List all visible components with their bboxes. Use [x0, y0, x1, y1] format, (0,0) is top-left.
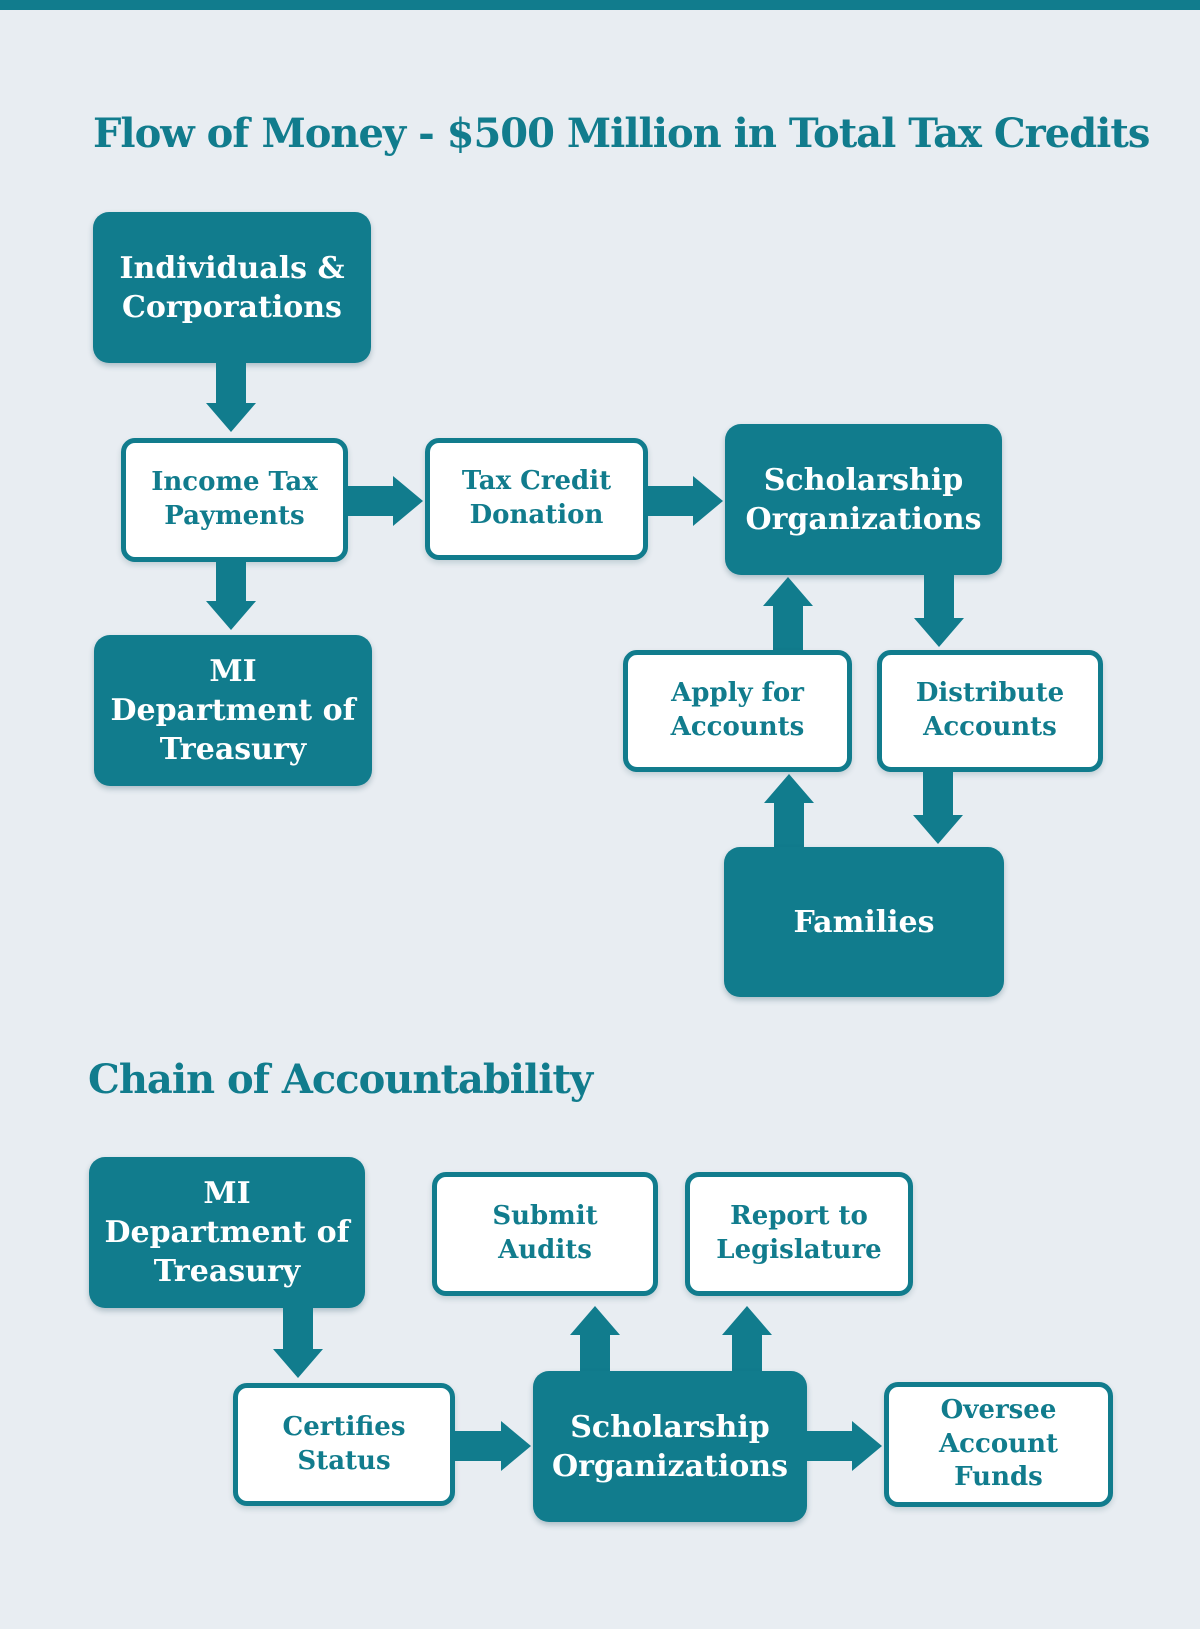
box-tax-credit-donation	[425, 438, 648, 560]
box-mi-department-treasury-flow	[94, 635, 372, 786]
arrow-head	[206, 403, 256, 432]
arrow-families-to-apply	[764, 774, 814, 847]
box-oversee-account-funds	[884, 1382, 1113, 1507]
box-individuals-corporations	[93, 212, 371, 363]
arrow-scholarship-to-submit-audits	[570, 1306, 620, 1371]
arrow-head	[570, 1306, 620, 1335]
arrow-head	[763, 577, 813, 606]
box-income-tax-payments	[121, 438, 348, 562]
box-scholarship-organizations-flow-label: Scholarship Organizations	[745, 462, 982, 537]
arrow-head	[693, 476, 723, 526]
arrow-stem	[646, 486, 693, 516]
arrow-income-tax-to-tax-credit	[346, 476, 423, 526]
arrow-head	[722, 1306, 772, 1335]
box-submit-audits	[432, 1172, 658, 1296]
arrow-stem	[923, 772, 953, 815]
arrow-head	[501, 1421, 531, 1471]
accountability-section-title: Chain of Accountability	[88, 1056, 593, 1103]
box-scholarship-organizations-flow	[725, 424, 1002, 575]
arrow-head	[764, 774, 814, 803]
top-accent-bar	[0, 0, 1200, 10]
box-individuals-corporations-label: Individuals & Corporations	[119, 250, 345, 325]
arrow-stem	[774, 803, 804, 847]
arrow-certifies-to-scholarship	[453, 1421, 531, 1471]
arrow-head	[852, 1421, 882, 1471]
arrow-stem	[283, 1308, 313, 1349]
box-distribute-accounts	[877, 650, 1103, 772]
box-certifies-status-label: Certifies Status	[282, 1411, 406, 1476]
arrow-head	[914, 618, 964, 647]
arrow-stem	[453, 1431, 501, 1461]
arrow-stem	[216, 562, 246, 601]
arrow-income-tax-to-treasury	[206, 562, 256, 630]
box-families	[724, 847, 1004, 997]
box-scholarship-organizations-accountability-label: Scholarship Organizations	[551, 1409, 788, 1484]
box-scholarship-organizations-accountability	[533, 1371, 807, 1522]
arrow-stem	[773, 606, 803, 650]
arrow-stem	[580, 1335, 610, 1371]
arrow-head	[393, 476, 423, 526]
arrow-scholarship-to-distribute	[914, 575, 964, 647]
box-oversee-account-funds-label: Oversee Account Funds	[939, 1394, 1058, 1493]
box-mi-department-treasury-accountability	[89, 1157, 365, 1308]
box-submit-audits-label: Submit Audits	[492, 1201, 598, 1265]
flow-section-title: Flow of Money - $500 Million in Total Tax Credits	[93, 110, 1150, 157]
box-income-tax-payments-label: Income Tax Payments	[151, 467, 318, 531]
box-report-to-legislature-label: Report to Legislature	[716, 1201, 882, 1265]
arrow-scholarship-to-oversee	[805, 1421, 882, 1471]
box-report-to-legislature	[685, 1172, 913, 1296]
arrow-stem	[805, 1431, 852, 1461]
arrow-individuals-to-income-tax	[206, 363, 256, 432]
arrow-stem	[924, 575, 954, 618]
box-mi-department-treasury-accountability-label: MI Department of Treasury	[104, 1176, 350, 1289]
arrow-scholarship-to-report-legislature	[722, 1306, 772, 1371]
arrow-stem	[216, 363, 246, 403]
arrow-head	[273, 1349, 323, 1378]
box-distribute-accounts-label: Distribute Accounts	[915, 678, 1065, 742]
arrow-distribute-to-families	[913, 772, 963, 844]
box-apply-for-accounts	[623, 650, 852, 772]
arrow-stem	[732, 1335, 762, 1371]
arrow-treasury-to-certifies	[273, 1308, 323, 1378]
arrow-head	[206, 601, 256, 630]
box-tax-credit-donation-label: Tax Credit Donation	[461, 466, 612, 530]
arrow-apply-to-scholarship	[763, 577, 813, 650]
arrow-stem	[346, 486, 393, 516]
box-families-label: Families	[793, 904, 935, 940]
box-apply-for-accounts-label: Apply for Accounts	[670, 678, 805, 742]
arrow-tax-credit-to-scholarship	[646, 476, 723, 526]
box-certifies-status	[233, 1383, 455, 1506]
arrow-head	[913, 815, 963, 844]
box-mi-department-treasury-flow-label: MI Department of Treasury	[110, 654, 356, 767]
